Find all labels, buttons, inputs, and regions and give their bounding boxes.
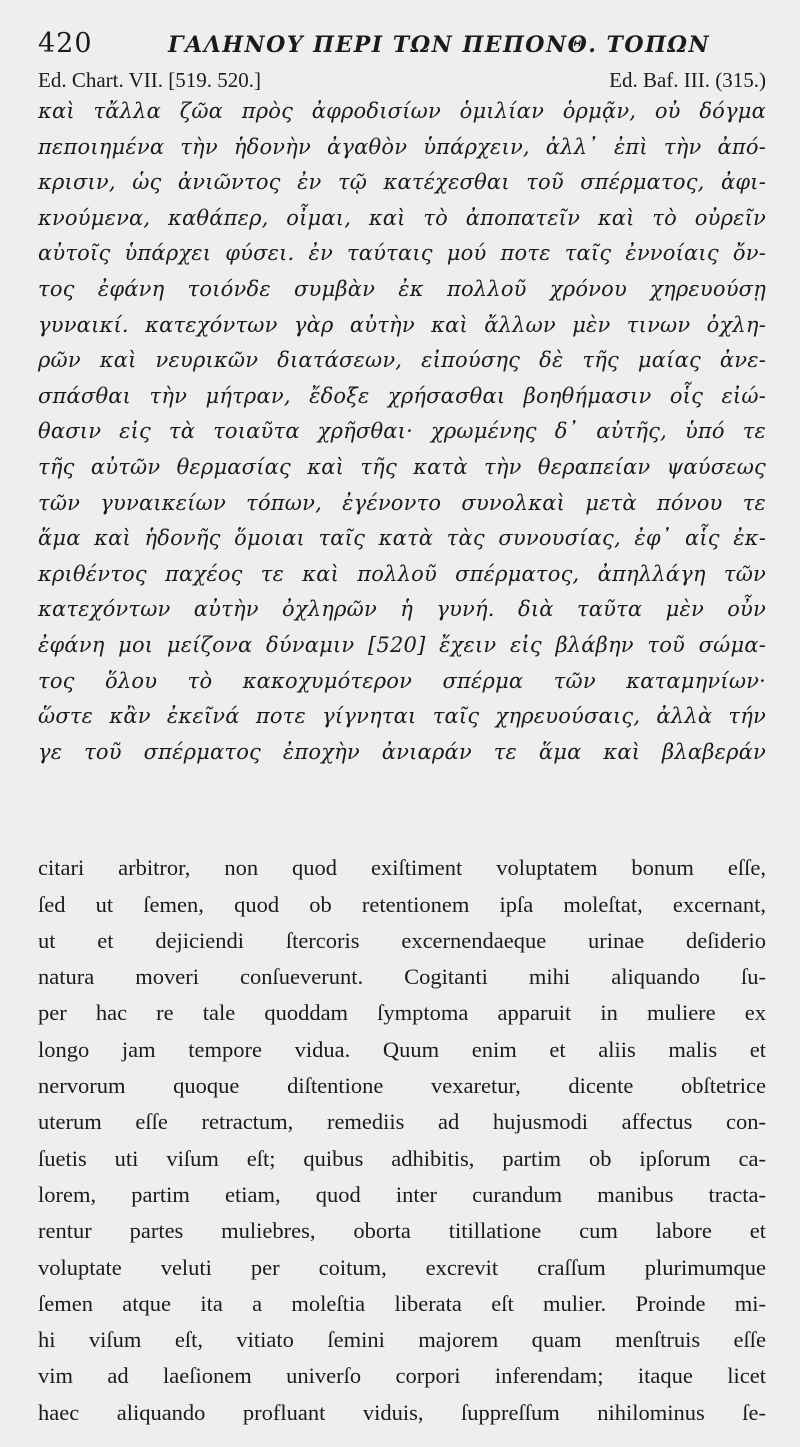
greek-text-line: γε τοῦ σπέρματος ἐποχὴν ἀνιαράν τε ἅμα καὶ βλαβεράν [38,739,766,764]
greek-text-block [38,94,766,770]
greek-text-line: τος ἐφάνη τοιόνδε συμβὰν ἐκ πολλοῦ χρόνου χηρευούσῃ [38,276,766,301]
greek-text-line: κρισιν, ὡς ἀνιῶντος ἐν τῷ κατέχεσθαι τοῦ σπέρματος, ἀφι- [38,170,766,195]
column-gap [38,770,766,850]
latin-text-line: uterum eſſe retractum, remediis ad hujusmodi affectus con- [38,1109,766,1135]
edition-reference-left: Ed. Chart. VII. [519. 520.] [38,68,261,92]
latin-text-line: natura moveri conſueverunt. Cogitanti mihi aliquando ſu- [38,964,766,990]
latin-text-line: ſed ut ſemen, quod ob retentionem ipſa moleſtat, excernant, [38,891,766,917]
greek-text-line: θασιν εἰς τὰ τοιαῦτα χρῆσθαι· χρωμένης δ᾽ αὐτῆς, ὑπό τε [38,419,766,444]
latin-text-block [38,850,766,1431]
latin-text-line: rentur partes muliebres, oborta titillatione cum labore et [38,1218,766,1244]
greek-text-line: τῶν γυναικείων τόπων, ἐγένοντο συνολκαὶ μετὰ πόνου τε [38,490,766,515]
edition-reference-right: Ed. Baf. III. (315.) [609,68,766,92]
greek-text-line: σπάσθαι τὴν μήτραν, ἔδοξε χρήσασθαι βοηθήμασιν οἷς εἰώ- [38,383,766,408]
edition-reference-line [38,66,766,94]
greek-text-line: τῆς αὐτῶν θερμασίας καὶ τῆς κατὰ τὴν θεραπείαν ψαύσεως [38,454,766,479]
latin-text-line: nervorum quoque diſtentione vexaretur, dicente obſtetrice [38,1073,766,1099]
latin-text-line: ſemen atque ita a moleſtia liberata eſt mulier. Proinde mi- [38,1290,766,1316]
latin-text-line: haec aliquando profluant viduis, ſuppreſſum nihilominus ſe- [38,1399,766,1425]
latin-text-line: voluptate veluti per coitum, excrevit craſſum plurimumque [38,1254,766,1280]
page-number: 420 [38,28,93,59]
latin-text-line: longo jam tempore vidua. Quum enim et aliis malis et [38,1036,766,1062]
greek-text-line: ἐφάνη μοι μείζονα δύναμιν [520] ἔχειν εἰς βλάβην τοῦ σώμα- [38,632,766,657]
greek-text-line: πεποιημένα τὴν ἡδονὴν ἀγαθὸν ὑπάρχειν, ἀλλ᾽ ἐπὶ τὴν ἀπό- [38,134,766,159]
greek-text-line: γυναικί. κατεχόντων γὰρ αὐτὴν καὶ ἄλλων μὲν τινων ὀχλη- [38,312,766,337]
greek-text-line: κριθέντος παχέος τε καὶ πολλοῦ σπέρματος, ἀπηλλάγη τῶν [38,561,766,586]
latin-text-line: citari arbitror, non quod exiſtiment voluptatem bonum eſſe, [38,855,766,881]
greek-text-line: κνούμενα, καθάπερ, οἶμαι, καὶ τὸ ἀποπατεῖν καὶ τὸ οὐρεῖν [38,205,766,230]
greek-text-line: κατεχόντων αὐτὴν ὀχληρῶν ἡ γυνή. διὰ ταῦτα μὲν οὖν [38,597,766,622]
latin-text-line: ſuetis uti viſum eſt; quibus adhibitis, partim ob ipſorum ca- [38,1145,766,1171]
running-title: ΓΑΛΗΝΟΥ ΠΕΡΙ ΤΩΝ ΠΕΠΟΝΘ. ΤΟΠΩΝ [168,32,711,58]
greek-text-line: ἅμα καὶ ἡδονῆς ὅμοιαι ταῖς κατὰ τὰς συνουσίας, ἐφ᾽ αἷς ἐκ- [38,526,766,551]
latin-text-line: ut et dejiciendi ſtercoris excernendaeque urinae deſiderio [38,927,766,953]
greek-text-line: ὥστε κἂν ἐκεῖνά ποτε γίγνηται ταῖς χηρευούσαις, ἀλλὰ τήν [38,704,766,729]
latin-text-line: lorem, partim etiam, quod inter curandum manibus tracta- [38,1181,766,1207]
latin-text-line: vim ad laeſionem univerſo corpori inferendam; itaque licet [38,1363,766,1389]
greek-text-line: αὐτοῖς ὑπάρχει φύσει. ἐν ταύταις μού ποτε ταῖς ἐννοίαις ὄν- [38,241,766,266]
running-head [38,28,766,64]
greek-text-line: καὶ τἄλλα ζῶα πρὸς ἀφροδισίων ὁμιλίαν ὁρμᾷν, οὐ δόγμα [38,99,766,123]
greek-text-line: τος ὅλου τὸ κακοχυμότερον σπέρμα τῶν καταμηνίων· [38,668,766,693]
latin-text-line: per hac re tale quoddam ſymptoma apparuit in muliere ex [38,1000,766,1026]
latin-text-line: hi viſum eſt, vitiato ſemini majorem quam menſtruis eſſe [38,1327,766,1353]
greek-text-line: ρῶν καὶ νευρικῶν διατάσεων, εἰπούσης δὲ τῆς μαίας ἀνε- [38,348,766,373]
